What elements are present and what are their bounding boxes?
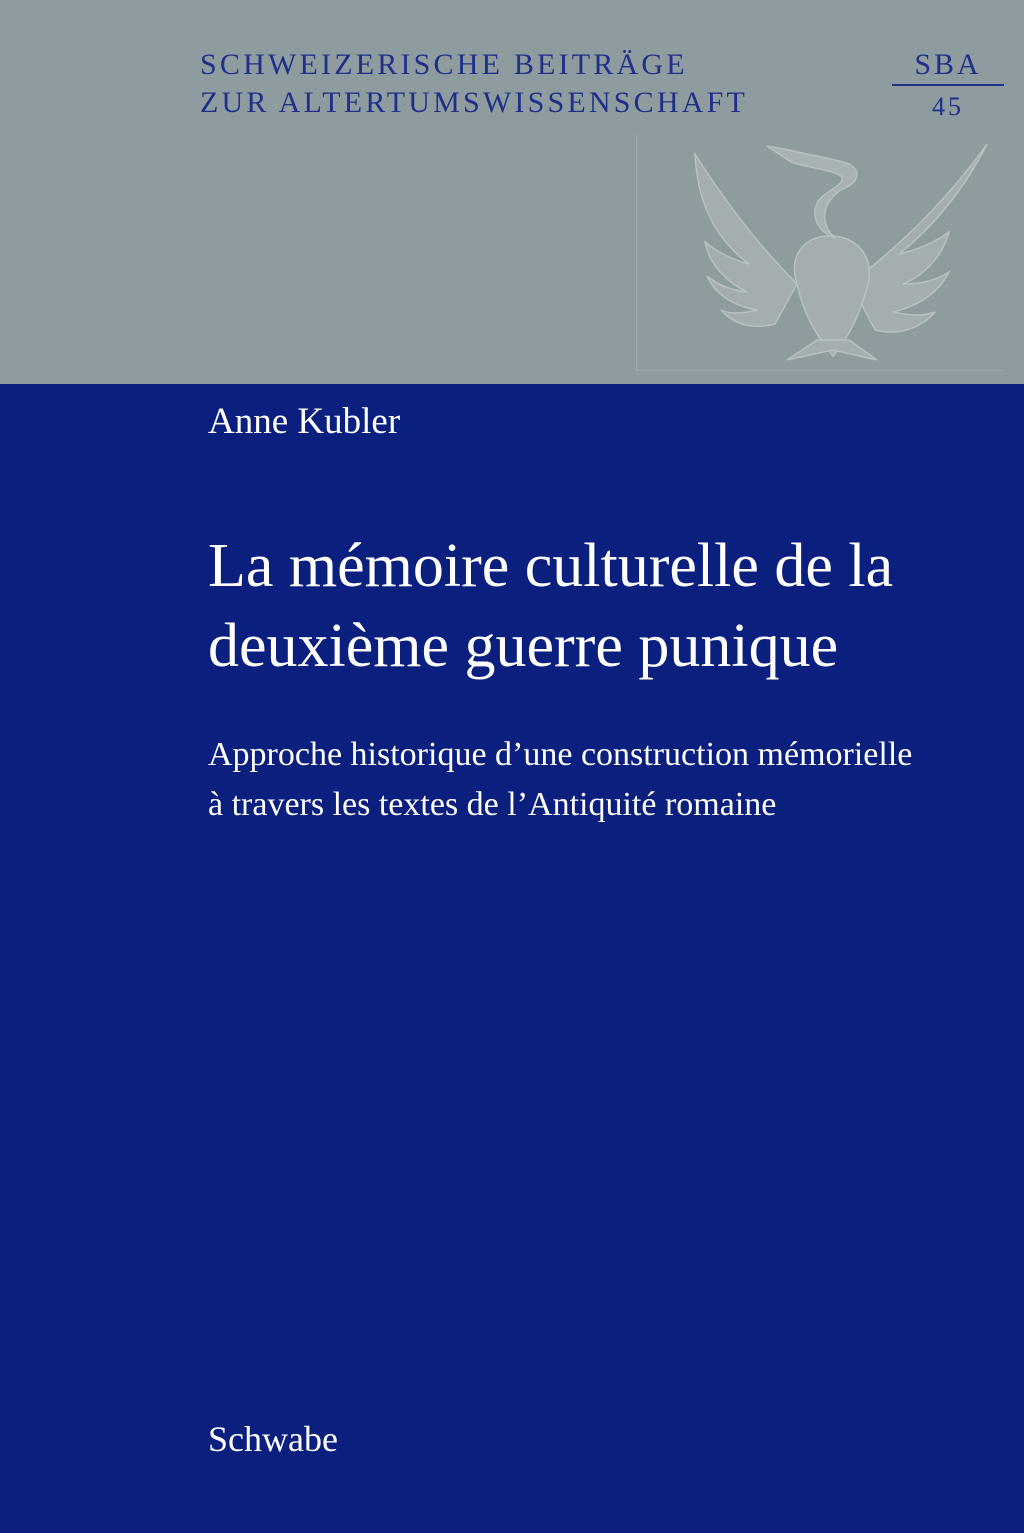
series-title <box>200 46 748 122</box>
book-title-line-1: La mémoire culturelle de la <box>208 532 894 600</box>
series-volume-number: 45 <box>932 92 964 121</box>
book-subtitle-line-1: Approche historique d’une construction mémorielle <box>208 736 913 773</box>
series-number-block <box>892 46 1004 126</box>
series-abbreviation: SBA <box>914 48 982 81</box>
swan-right-wing <box>851 144 987 332</box>
series-divider <box>892 84 1004 86</box>
swan-left-wing <box>695 154 797 326</box>
swan-body <box>794 236 869 356</box>
swan-tail <box>787 340 877 360</box>
series-title-line-1: SCHWEIZERISCHE BEITRÄGE <box>200 48 688 81</box>
author-name: Anne Kubler <box>208 401 401 442</box>
publisher-name: Schwabe <box>208 1419 338 1459</box>
swan-emblem-icon <box>637 134 1005 370</box>
series-band <box>0 0 1024 384</box>
book-subtitle <box>208 730 1008 830</box>
book-title-line-2: deuxième guerre punique <box>208 612 839 680</box>
book-subtitle-line-2: à travers les textes de l’Antiquité romaine <box>208 786 777 823</box>
emblem-panel <box>636 134 1005 371</box>
series-title-line-2: ZUR ALTERTUMSWISSENSCHAFT <box>200 86 748 119</box>
book-title <box>208 526 1008 686</box>
swan-neck <box>767 146 857 238</box>
